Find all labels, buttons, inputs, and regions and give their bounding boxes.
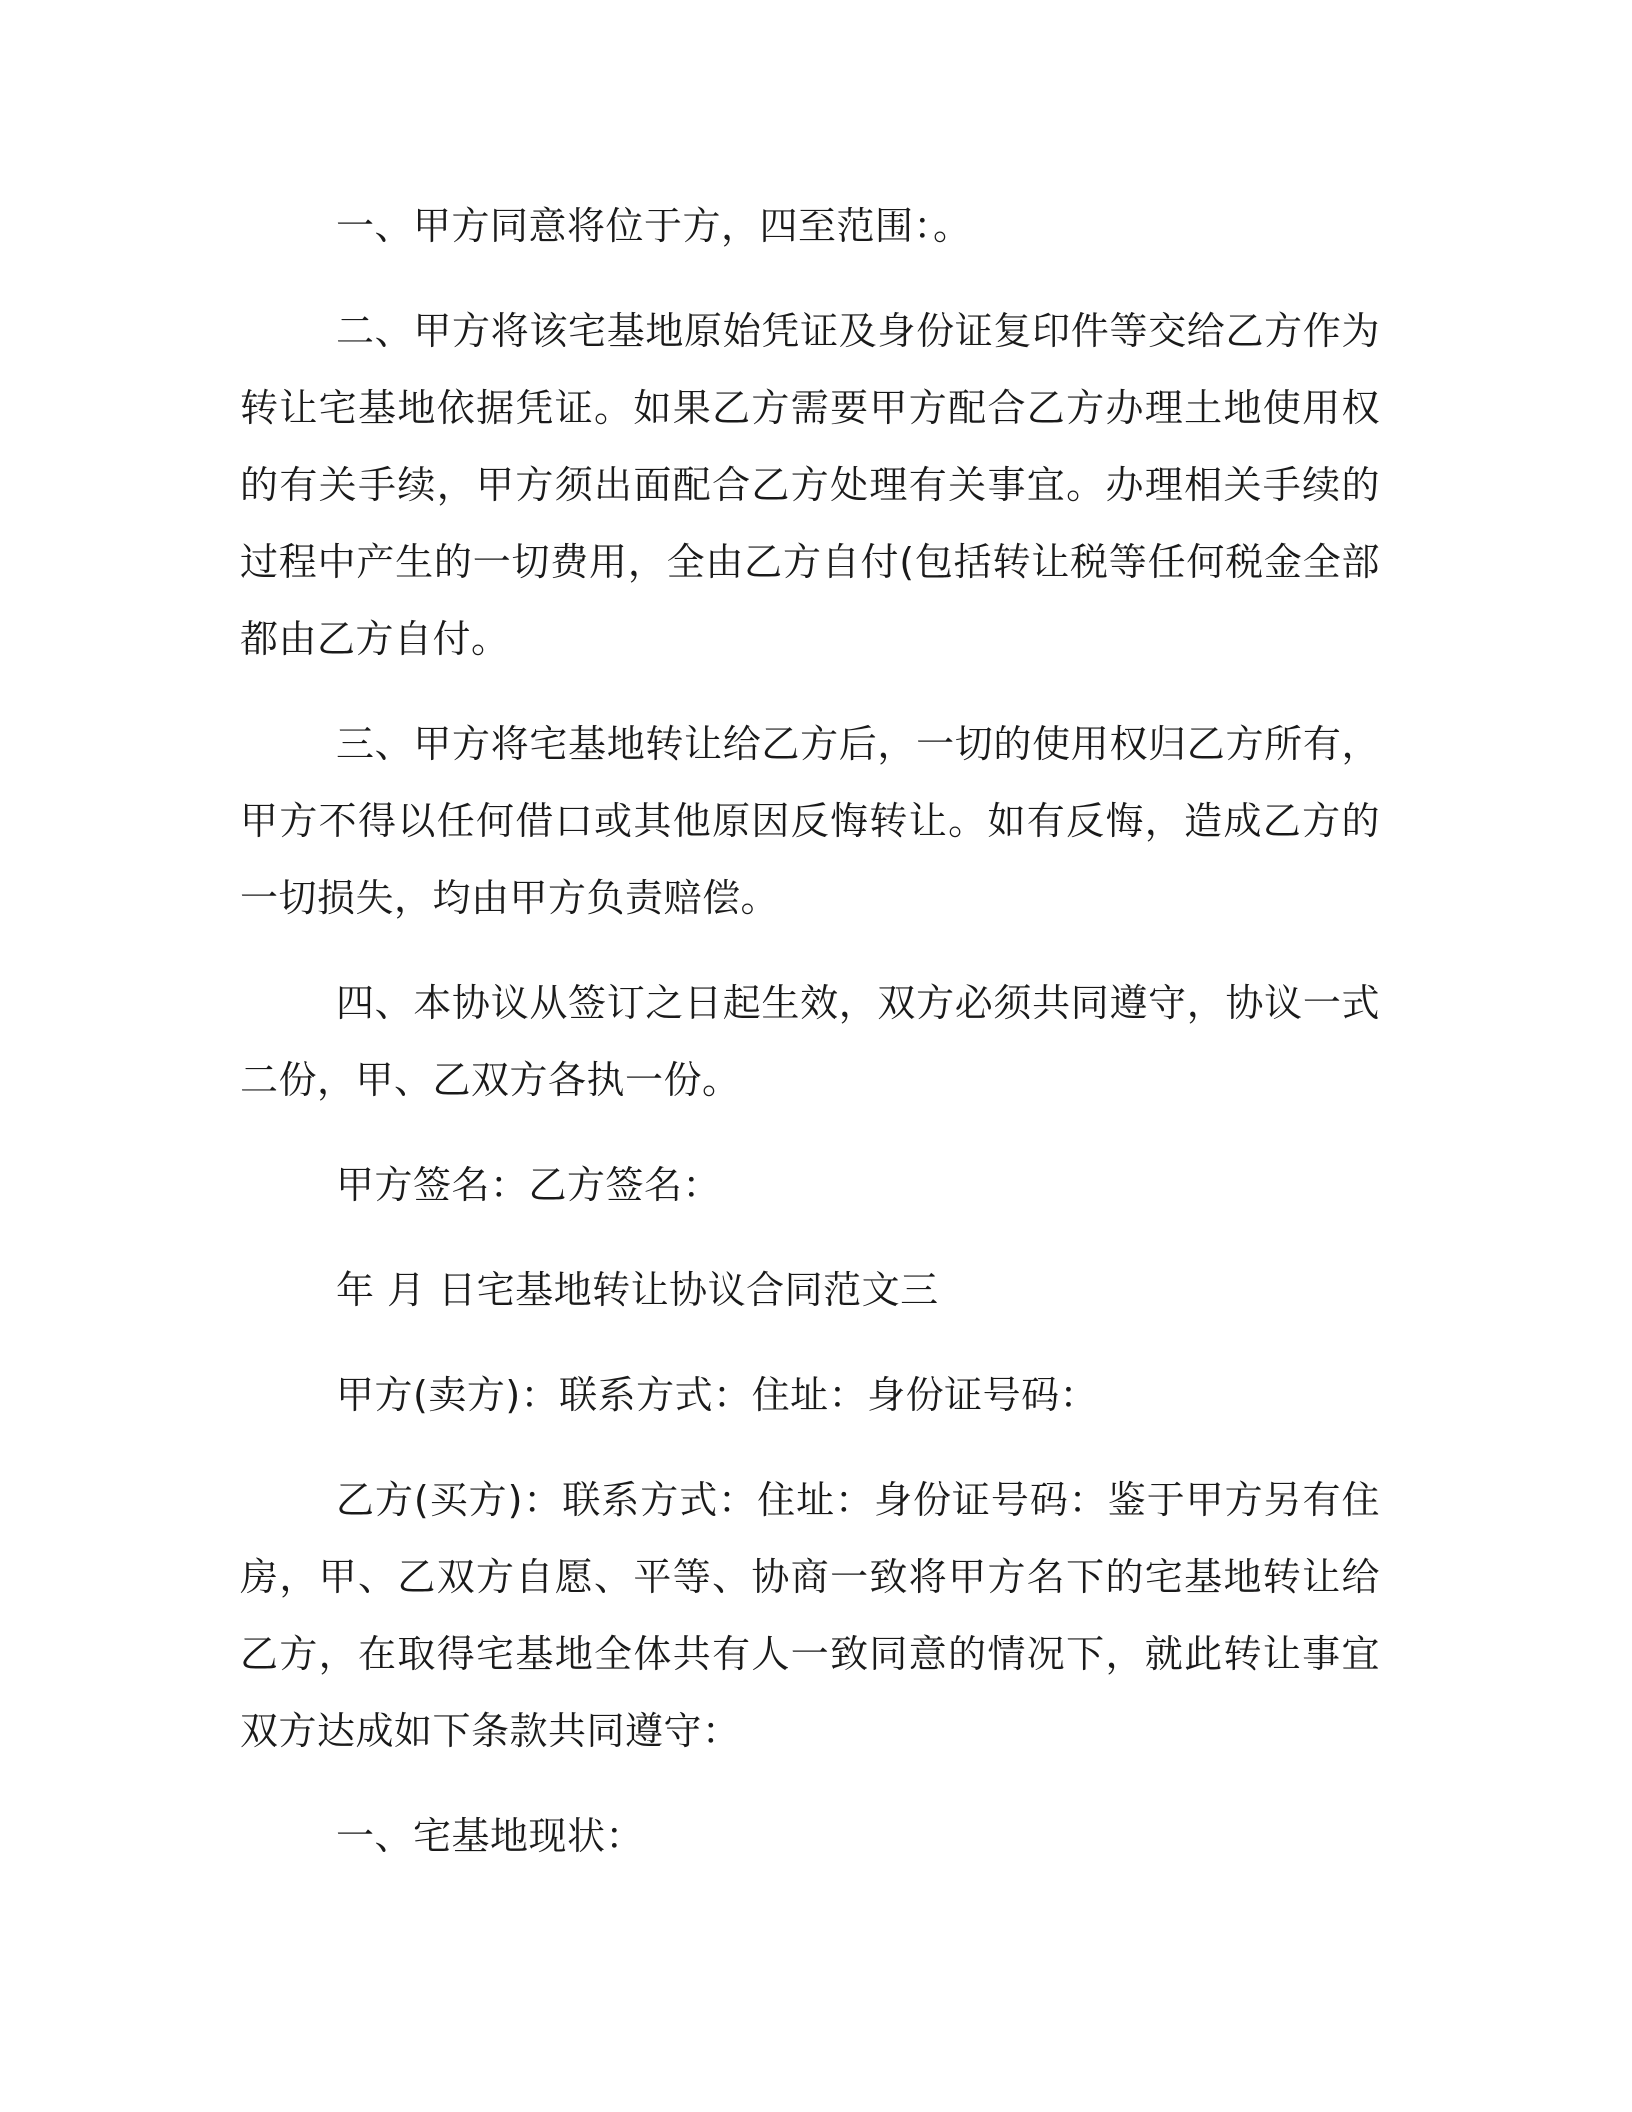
- section-heading-status: 一、宅基地现状：: [336, 1814, 645, 1858]
- document-body: [240, 188, 1380, 1875]
- party-a-info: 甲方(卖方)：联系方式：住址：身份证号码：: [336, 1373, 1099, 1417]
- date-and-section-title: 年 月 日宅基地转让协议合同范文三: [336, 1268, 939, 1312]
- paragraph-clause-1: 一、甲方同意将位于方，四至范围：。: [336, 204, 972, 248]
- paragraph-clause-2: 二、甲方将该宅基地原始凭证及身份证复印件等交给乙方作为转让宅基地依据凭证。如果乙方需要甲方配合乙方办理土地使用权的有关手续，甲方须出面配合乙方处理有关事宜。办理相关手续的过程中产生的一切费用，全由乙方自付(包括转让税等任何税金全部都由乙方自付。: [240, 309, 1380, 661]
- paragraph-clause-3: 三、甲方将宅基地转让给乙方后，一切的使用权归乙方所有，甲方不得以任何借口或其他原因反悔转让。如有反悔，造成乙方的一切损失，均由甲方负责赔偿。: [240, 722, 1380, 920]
- signature-line: 甲方签名：乙方签名：: [336, 1163, 722, 1207]
- party-b-info: 乙方(买方)：联系方式：住址：身份证号码：鉴于甲方另有住房，甲、乙双方自愿、平等、协商一致将甲方名下的宅基地转让给乙方，在取得宅基地全体共有人一致同意的情况下，就此转让事宜双方达成如下条款共同遵守：: [240, 1478, 1380, 1753]
- paragraph-clause-4: 四、本协议从签订之日起生效，双方必须共同遵守，协议一式二份，甲、乙双方各执一份。: [240, 981, 1380, 1102]
